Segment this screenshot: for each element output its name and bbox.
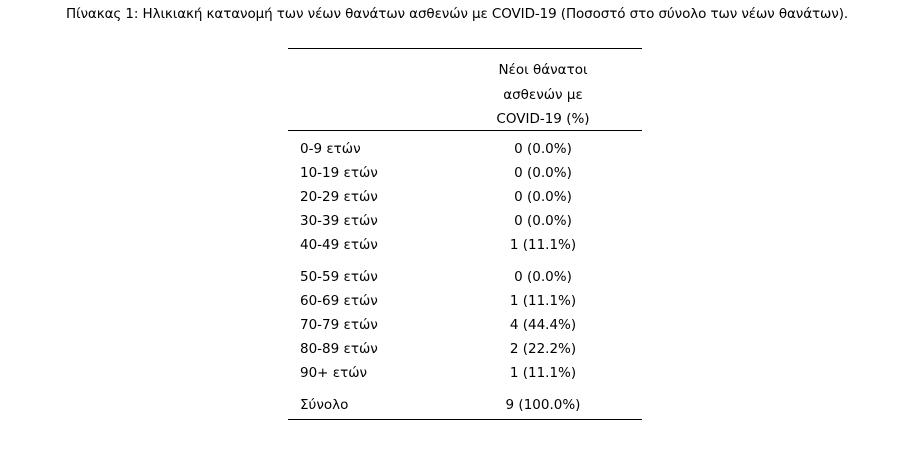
table-row <box>288 337 642 361</box>
total-label: Σύνολο <box>300 397 349 413</box>
table-row <box>288 265 642 289</box>
table-row <box>288 137 642 161</box>
column-header-line: Νέοι θάνατοι <box>498 62 588 78</box>
deaths-value: 0 (0.0%) <box>514 189 572 205</box>
table-row <box>288 161 642 185</box>
total-value: 9 (100.0%) <box>505 397 581 413</box>
deaths-value: 1 (11.1%) <box>509 237 577 253</box>
age-group-label: 10-19 ετών <box>300 165 378 181</box>
table-header-rule <box>288 130 642 131</box>
column-header-line: COVID-19 (%) <box>496 111 590 127</box>
table-bottom-rule <box>288 419 642 420</box>
age-group-label: 70-79 ετών <box>300 317 378 333</box>
table-row <box>288 289 642 313</box>
age-group-label: 80-89 ετών <box>300 341 378 357</box>
age-group-label: 0-9 ετών <box>300 141 361 157</box>
deaths-value: 1 (11.1%) <box>509 365 577 381</box>
table-top-rule <box>288 48 642 49</box>
deaths-value: 4 (44.4%) <box>509 317 577 333</box>
table-row <box>288 233 642 257</box>
table-caption: Πίνακας 1: Ηλικιακή κατανομή των νέων θανάτων ασθενών με COVID-19 (Ποσοστό στο σύνολο των νέων θανάτων). <box>65 6 849 22</box>
age-group-label: 90+ ετών <box>300 365 368 381</box>
deaths-value: 0 (0.0%) <box>514 165 572 181</box>
age-group-label: 30-39 ετών <box>300 213 378 229</box>
table-row <box>288 185 642 209</box>
deaths-value: 0 (0.0%) <box>514 213 572 229</box>
deaths-value: 0 (0.0%) <box>514 141 572 157</box>
table-row <box>288 313 642 337</box>
deaths-value: 0 (0.0%) <box>514 269 572 285</box>
age-group-label: 40-49 ετών <box>300 237 378 253</box>
column-header-line: ασθενών με <box>503 86 583 103</box>
age-group-label: 60-69 ετών <box>300 293 378 309</box>
table-row <box>288 361 642 385</box>
table-total-row <box>288 393 642 417</box>
deaths-value: 1 (11.1%) <box>509 293 577 309</box>
column-header-new-deaths <box>488 58 598 132</box>
deaths-value: 2 (22.2%) <box>509 341 577 357</box>
age-group-label: 20-29 ετών <box>300 189 378 205</box>
age-group-label: 50-59 ετών <box>300 269 378 285</box>
table-row <box>288 209 642 233</box>
